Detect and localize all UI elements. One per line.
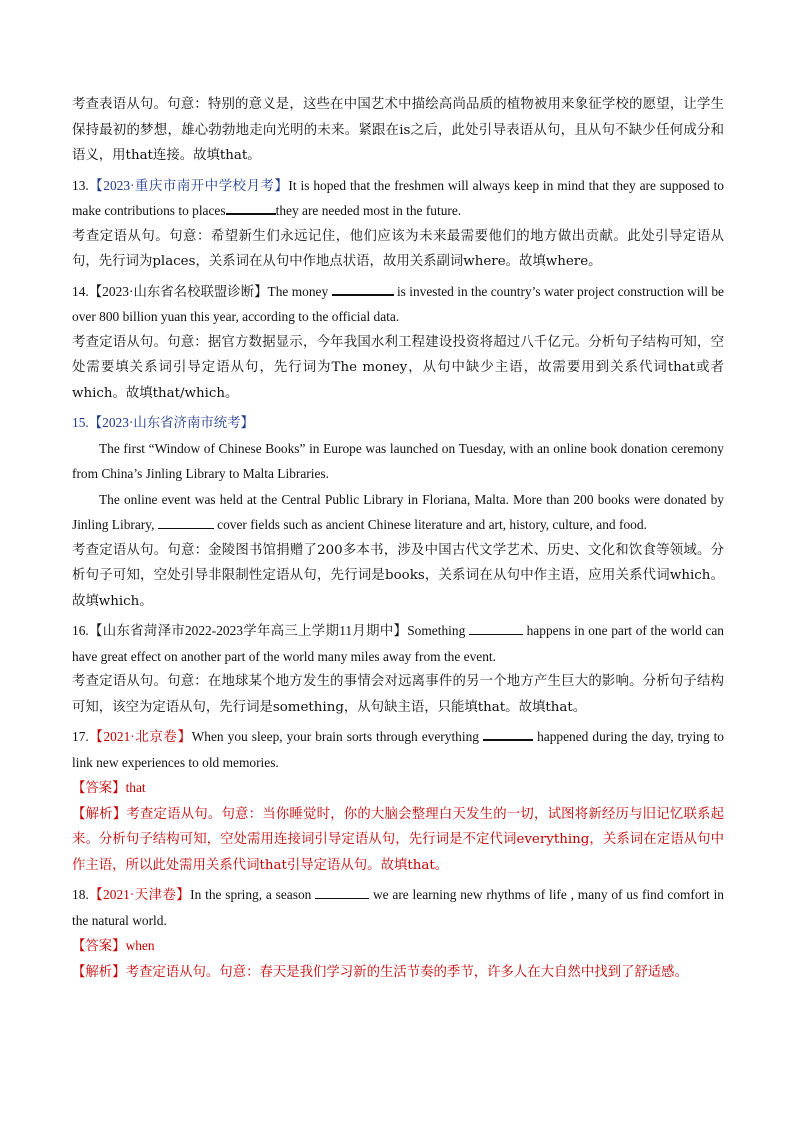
question-15-header: [72, 410, 724, 436]
answer-blank[interactable]: [469, 620, 523, 635]
question-source: 【2021·天津卷】: [88, 887, 191, 902]
question-source: 【2023·山东省济南市统考】: [88, 415, 254, 430]
question-number: 18.: [72, 887, 89, 902]
analysis-text: 考查定语从句。句意：当你睡觉时，你的大脑会整理白天发生的一切，试图将新经历与旧记忆联系起来。分析句子结构可知，空处需用连接词引导定语从句，先行词是不定代词everything，关系词在定语从句中作主语，所以此处需用关系代词that引导定语从句。故填that。: [72, 806, 725, 873]
question-text-after: they are needed most in the future.: [275, 203, 462, 218]
question-text-after: happened during the day, trying to link new experiences to old memories.: [72, 729, 724, 770]
answer-blank[interactable]: [226, 199, 276, 215]
question-text-before: Something: [407, 623, 466, 638]
question-text-after: happens in one part of the world can have great effect on another part of the world many miles away from the event.: [72, 623, 725, 664]
q18-answer: [72, 933, 724, 960]
question-text-before: In the spring, a season: [190, 887, 312, 902]
answer-value: that: [125, 780, 146, 795]
analysis-label: 【解析】: [72, 806, 127, 822]
question-text-after: cover fields such as ancient Chinese literature and art, history, culture, and food.: [217, 517, 647, 532]
question-14: [72, 279, 724, 330]
question-text-before: When you sleep, your brain sorts through everything: [191, 729, 479, 744]
q16-analysis: 考查定语从句。句意：在地球某个地方发生的事情会对远离事件的另一个地方产生巨大的影响。分析句子结构可知，该空为定语从句，先行词是something，从句缺主语，只能填that。故填that。: [72, 674, 724, 715]
q14-analysis: 考查定语从句。句意：据官方数据显示，今年我国水利工程建设投资将超过八千亿元。分析句子结构可知，空处需要填关系词引导定语从句，先行词为The money，从句中缺少主语，故需要用到关系代词that或者which。故填that/which。: [72, 334, 724, 401]
q17-analysis: [72, 802, 724, 879]
question-source: 【2023·重庆市南开中学校月考】: [88, 177, 289, 193]
question-source: 【2021·北京卷】: [88, 729, 192, 744]
question-number: 14.: [72, 283, 89, 299]
question-text-before: It is hoped that the freshmen will always keep in mind that they are supposed to make contributions to places: [72, 177, 724, 218]
question-text-after: is invested in the country’s water project construction will be over 800 billion yuan this year, according to the official data.: [72, 283, 724, 324]
question-number: 17.: [72, 729, 89, 744]
question-source: 【山东省菏泽市2022-2023学年高三上学期11月期中】: [88, 623, 408, 638]
answer-label: 【答案】: [72, 939, 126, 954]
q13-analysis: 考查定语从句。句意：希望新生们永远记住，他们应该为未来最需要他们的地方做出贡献。此处引导定语从句，先行词为places，关系词在从句中作地点状语，故用关系副词where。故填where。: [72, 228, 724, 269]
q12-analysis: 考查表语从句。句意：特别的意义是，这些在中国艺术中描绘高尚品质的植物被用来象征学校的愿望，让学生保持最初的梦想，雄心勃勃地走向光明的未来。紧跟在is之后，此处引导表语从句，且从句不缺少任何成分和语义，用that连接。故填that。: [72, 97, 724, 163]
question-number: 16.: [72, 623, 89, 638]
answer-blank[interactable]: [332, 280, 394, 296]
question-text-before: The money: [267, 283, 329, 299]
document-page: [72, 92, 724, 985]
q15-analysis: 考查定语从句。句意：金陵图书馆捐赠了200多本书，涉及中国古代文学艺术、历史、文化和饮食等领域。分析句子可知，空处引导非限制性定语从句，先行词是books，关系词在从句中作主语，应用关系代词which。故填which。: [72, 542, 724, 609]
question-17: [72, 724, 724, 775]
question-text-before: The online event was held at the Central Public Library in Floriana, Malta. More than 200 books were donated by Jinling Library,: [72, 491, 724, 532]
q18-analysis: [72, 960, 724, 986]
analysis-label: 【解析】: [72, 964, 126, 980]
answer-blank[interactable]: [158, 514, 214, 529]
question-number: 13.: [72, 177, 89, 193]
answer-blank[interactable]: [483, 725, 533, 741]
question-number: 15.: [72, 415, 89, 430]
answer-label: 【答案】: [72, 781, 126, 796]
question-15-para1: The first “Window of Chinese Books” in Europe was launched on Tuesday, with an online book donation ceremony from China’s Jinling Library to Malta Libraries.: [72, 440, 724, 481]
question-text-after: we are learning new rhythms of life , many of us find comfort in the natural world.: [72, 887, 724, 928]
question-16: [72, 618, 724, 669]
question-13: [72, 173, 724, 224]
analysis-text: 考查定语从句。句意：春天是我们学习新的生活节奏的季节，许多人在大自然中找到了舒适感。: [125, 964, 688, 980]
question-source: 【2023·山东省名校联盟诊断】: [88, 283, 268, 299]
answer-blank[interactable]: [315, 884, 369, 899]
question-15-para2: [72, 487, 724, 538]
q17-answer: [72, 775, 724, 802]
question-18: [72, 882, 724, 933]
answer-value: when: [125, 938, 155, 953]
